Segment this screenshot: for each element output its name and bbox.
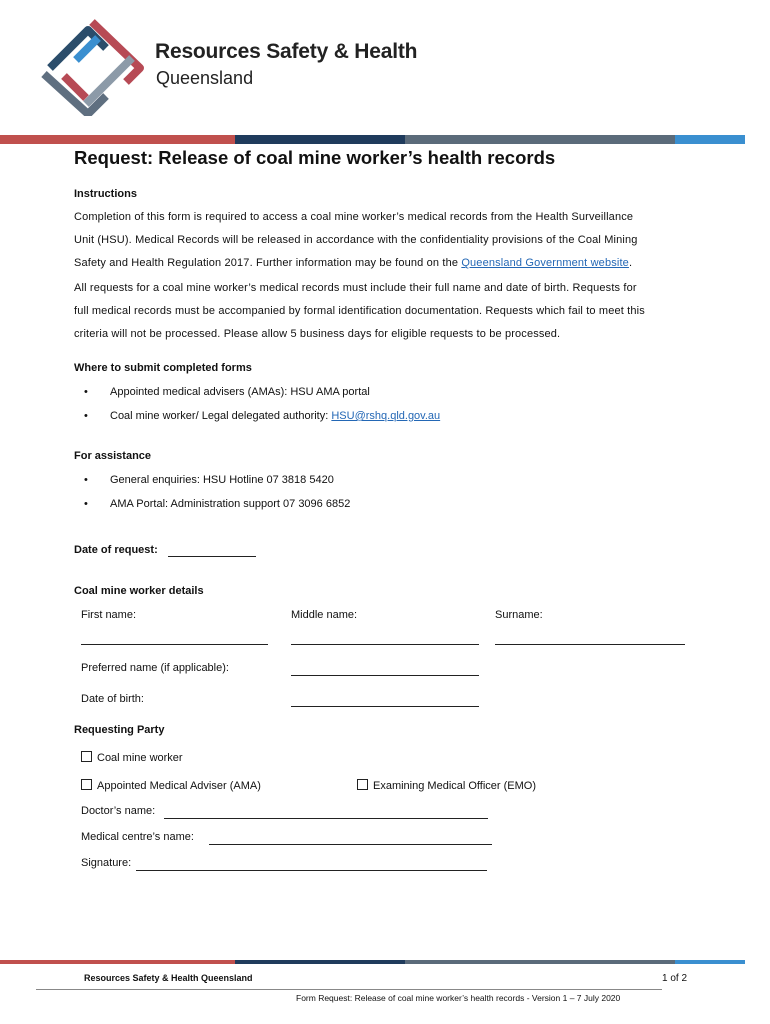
doctor-name-label: Doctor’s name:	[81, 805, 156, 817]
p1-line3-text: Safety and Health Regulation 2017. Further information may be found on the	[74, 257, 462, 270]
assistance-hotline: General enquiries: HSU Hotline 07 3818 5420	[110, 474, 334, 486]
p1-line1: Completion of this form is required to access a coal mine worker’s medical records from the Health Surveillance	[74, 211, 634, 223]
submit-heading: Where to submit completed forms	[74, 362, 252, 374]
assistance-ama-portal: AMA Portal: Administration support 07 3096 6852	[110, 498, 351, 510]
surname-field[interactable]	[495, 644, 685, 645]
header-color-bar	[0, 135, 745, 144]
worker-details-heading: Coal mine worker details	[74, 585, 204, 597]
page-title: Request: Release of coal mine worker’s health records	[74, 147, 556, 168]
instructions-paragraph-1	[74, 206, 714, 276]
middle-name-field[interactable]	[291, 644, 479, 645]
assistance-heading: For assistance	[74, 450, 152, 462]
p2-line3: criteria will not be processed. Please allow 5 business days for eligible requests to be processed.	[74, 328, 561, 341]
p2-line2: full medical records must be accompanied by formal identification documentation. Requests which fail to meet this	[74, 305, 645, 318]
footer-page-number: 1 of 2	[662, 973, 688, 984]
doctor-name-field[interactable]	[164, 818, 488, 819]
list-item	[74, 468, 350, 492]
medical-centre-field[interactable]	[209, 844, 492, 845]
p2-line1: All requests for a coal mine worker’s medical records must include their full name and date of birth. Requests for	[74, 282, 637, 294]
list-item	[74, 492, 350, 516]
footer-color-bar	[0, 960, 745, 964]
p1-line2: Unit (HSU). Medical Records will be released in accordance with the confidentiality provisions of the Coal Mining	[74, 234, 638, 247]
signature-field[interactable]	[136, 870, 487, 871]
p1-line3-end: .	[628, 257, 633, 270]
rshq-logo-icon	[36, 16, 148, 116]
submit-item-ama: Appointed medical advisers (AMAs): HSU AMA portal	[110, 386, 370, 398]
option-coal-mine-worker-label: Coal mine worker	[97, 752, 183, 764]
assistance-list	[74, 468, 350, 516]
date-of-request-field[interactable]	[168, 556, 256, 557]
option-ama[interactable]	[81, 779, 261, 792]
instructions-heading: Instructions	[74, 188, 137, 200]
middle-name-label: Middle name:	[291, 609, 358, 621]
medical-centre-label: Medical centre’s name:	[81, 831, 194, 843]
footer-document-ref: Form Request: Release of coal mine worker’s health records - Version 1 – 7 July 2020	[296, 993, 621, 1003]
org-name-line1: Resources Safety & Health	[155, 40, 418, 63]
checkbox-icon[interactable]	[357, 779, 368, 790]
submit-item-worker: Coal mine worker/ Legal delegated authority:	[110, 410, 332, 422]
preferred-name-field[interactable]	[291, 675, 479, 676]
footer-divider	[36, 989, 662, 990]
preferred-name-label: Preferred name (if applicable):	[81, 662, 229, 674]
date-of-birth-field[interactable]	[291, 706, 479, 707]
submit-list	[74, 380, 440, 428]
date-of-birth-label: Date of birth:	[81, 693, 144, 705]
qld-gov-website-link[interactable]: Queensland Government website	[461, 257, 629, 270]
org-name-line2: Queensland	[156, 68, 254, 88]
surname-label: Surname:	[495, 609, 543, 621]
instructions-paragraph-2	[74, 277, 714, 347]
option-emo[interactable]	[357, 779, 536, 792]
checkbox-icon[interactable]	[81, 751, 92, 762]
option-emo-label: Examining Medical Officer (EMO)	[373, 780, 537, 792]
list-item	[74, 380, 440, 404]
footer-org: Resources Safety & Health Queensland	[84, 973, 253, 983]
p1-line3	[74, 252, 714, 275]
signature-label: Signature:	[81, 857, 132, 869]
requesting-party-heading: Requesting Party	[74, 724, 165, 736]
option-coal-mine-worker[interactable]	[81, 751, 183, 764]
first-name-label: First name:	[81, 609, 137, 621]
list-item	[74, 404, 440, 428]
first-name-field[interactable]	[81, 644, 268, 645]
checkbox-icon[interactable]	[81, 779, 92, 790]
date-of-request-label: Date of request:	[74, 544, 158, 556]
option-ama-label: Appointed Medical Adviser (AMA)	[97, 780, 261, 792]
hsu-email-link[interactable]: HSU@rshq.qld.gov.au	[331, 410, 441, 422]
